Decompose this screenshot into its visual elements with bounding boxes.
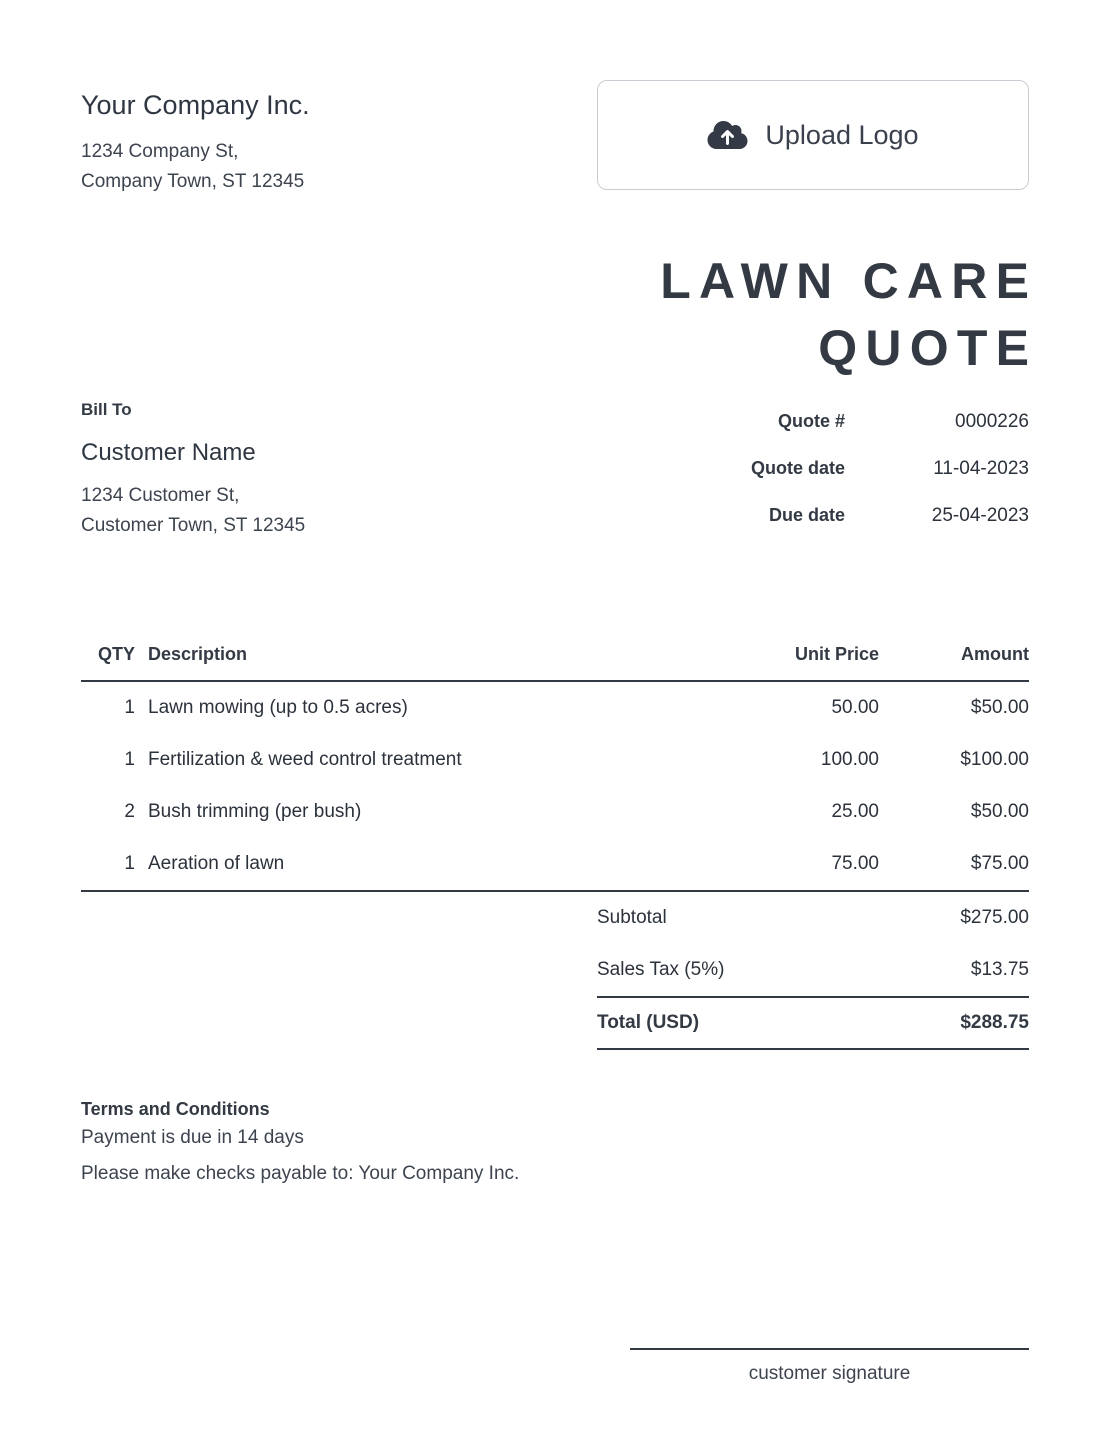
subtotal-label: Subtotal	[597, 907, 667, 928]
company-name: Your Company Inc.	[81, 90, 310, 120]
company-info	[81, 80, 310, 197]
item-unit-price: 75.00	[679, 838, 879, 891]
item-description: Lawn mowing (up to 0.5 acres)	[148, 697, 408, 718]
table-row	[81, 838, 1029, 891]
quote-number-row	[751, 411, 1029, 433]
title-line-2: QUOTE	[818, 320, 1038, 376]
document-header	[81, 80, 1029, 197]
cloud-upload-icon	[707, 119, 748, 151]
upload-logo-button[interactable]	[597, 80, 1029, 190]
item-amount: $50.00	[970, 697, 1029, 718]
item-description: Fertilization & weed control treatment	[148, 749, 462, 770]
qty-column-header: QTY	[81, 644, 135, 681]
terms-section	[81, 1099, 1029, 1192]
item-qty: 1	[124, 749, 135, 770]
item-qty: 1	[124, 697, 135, 718]
item-unit-price: 25.00	[831, 801, 879, 822]
customer-signature-block	[630, 1348, 1029, 1385]
upload-logo-label: Upload Logo	[765, 119, 919, 150]
item-qty: 1	[81, 838, 135, 891]
quote-number-value: 0000226	[955, 411, 1029, 432]
document-title	[81, 248, 1038, 382]
quote-number-label: Quote #	[777, 411, 845, 431]
total-label: Total (USD)	[597, 1012, 700, 1033]
bill-to-block	[81, 400, 305, 552]
amount-column-header: Amount	[879, 644, 1029, 681]
total-row	[597, 996, 1029, 1050]
quote-date-value: 11-04-2023	[933, 458, 1029, 479]
totals-section	[597, 892, 1029, 1050]
customer-signature-label: customer signature	[748, 1363, 911, 1384]
item-unit-price: 50.00	[831, 697, 879, 718]
title-line-1: LAWN CARE	[660, 253, 1038, 309]
item-amount: $100.00	[960, 749, 1029, 770]
item-unit-price: 100.00	[820, 749, 879, 770]
quote-date-row	[751, 458, 1029, 480]
item-amount: $75.00	[879, 838, 1029, 891]
customer-address	[81, 481, 305, 541]
item-description: Aeration of lawn	[135, 838, 679, 891]
due-date-label: Due date	[768, 505, 845, 525]
customer-name: Customer Name	[81, 439, 256, 466]
quote-date-label: Quote date	[750, 458, 845, 478]
quote-meta-block	[751, 400, 1029, 552]
terms-line-1: Payment is due in 14 days	[81, 1127, 304, 1148]
sales-tax-value: $13.75	[970, 959, 1029, 980]
items-table-header-row	[81, 644, 1029, 681]
item-description: Bush trimming (per bush)	[148, 801, 362, 822]
description-column-header: Description	[135, 644, 679, 681]
total-value: $288.75	[960, 1012, 1029, 1033]
due-date-row	[751, 505, 1029, 527]
items-table	[81, 644, 1029, 892]
customer-address-line1: 1234 Customer St,	[81, 485, 240, 506]
item-qty: 2	[124, 801, 135, 822]
subtotal-row	[597, 892, 1029, 944]
terms-heading: Terms and Conditions	[81, 1099, 270, 1119]
sales-tax-label: Sales Tax (5%)	[597, 959, 725, 980]
customer-address-line2: Customer Town, ST 12345	[81, 515, 306, 536]
sales-tax-row	[597, 944, 1029, 996]
item-amount: $50.00	[970, 801, 1029, 822]
table-row	[81, 786, 1029, 838]
company-address	[81, 137, 310, 197]
bill-to-label: Bill To	[81, 400, 132, 419]
unit-price-column-header: Unit Price	[679, 644, 879, 681]
due-date-value: 25-04-2023	[931, 505, 1029, 526]
terms-line-2: Please make checks payable to: Your Company Inc.	[81, 1163, 520, 1184]
table-row	[81, 681, 1029, 734]
company-address-line1: 1234 Company St,	[81, 141, 239, 162]
meta-section	[81, 400, 1029, 552]
company-address-line2: Company Town, ST 12345	[81, 171, 305, 192]
subtotal-value: $275.00	[960, 907, 1029, 928]
table-row	[81, 734, 1029, 786]
